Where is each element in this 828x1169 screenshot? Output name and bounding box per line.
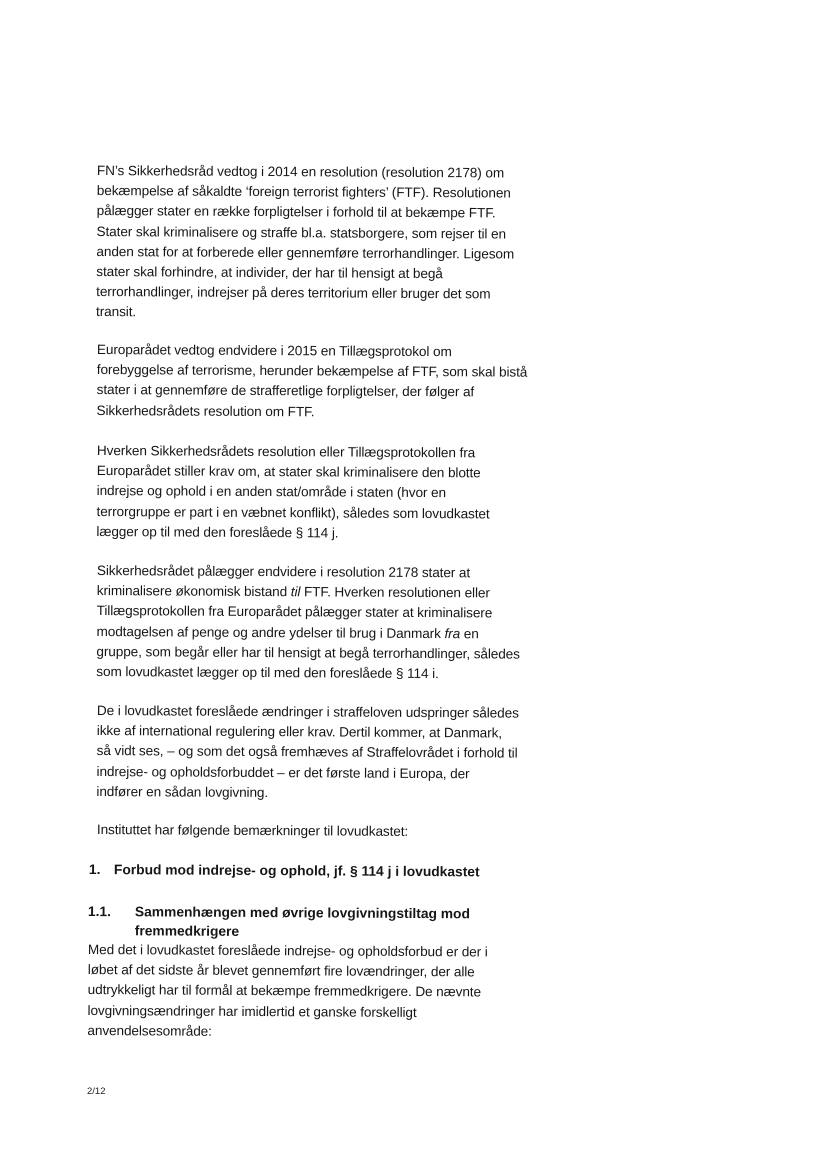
- text-line: gruppe, som begår eller har til hensigt at begå terrorhandlinger, således: [96, 643, 520, 662]
- text-line: [97, 581, 567, 604]
- text-line: terrorgruppe er part i en væbnet konflikt), således som lovudkastet: [96, 503, 490, 522]
- text-line: Sikkerhedsrådets resolution om FTF.: [96, 402, 315, 419]
- text-segment: modtagelsen af penge og andre ydelser til brug i Danmark: [96, 623, 445, 641]
- text-line: stater i at gennemføre de strafferetlige forpligtelser, der følger af: [96, 382, 475, 400]
- text-line: Sikkerhedsrådet pålægger endvidere i resolution 2178 stater at: [96, 562, 471, 581]
- paragraph-resolution-2178: [96, 161, 567, 325]
- section-heading-1: [89, 860, 480, 881]
- text-line: anvendelsesområde:: [87, 1022, 212, 1039]
- text-line: Europarådet stiller krav om, at stater skal kriminalisere den blotte: [96, 463, 481, 481]
- text-line: lægger op til med den foreslåede § 114 j.: [96, 523, 339, 541]
- text-line: løbet af det sidste år blevet gennemført fire lovændringer, der alle: [87, 962, 475, 980]
- text-line: FN’s Sikkerhedsråd vedtog i 2014 en resolution (resolution 2178) om: [96, 162, 505, 181]
- text-line: indrejse- og opholdsforbuddet – er det første land i Europa, der: [96, 763, 470, 781]
- text-line: så vidt ses, – og som det også fremhæves af Straffelovrådet i forhold til: [96, 743, 518, 761]
- section-heading-1-1: [88, 902, 470, 942]
- paragraph-no-international-regulation: [96, 701, 567, 805]
- text-line: pålægger stater en række forpligtelser i forhold til at bekæmpe FTF.: [96, 203, 496, 221]
- paragraph-related-legislation: [87, 940, 558, 1044]
- text-line: udtrykkeligt har til formål at bekæmpe fremmedkrigere. De nævnte: [87, 982, 481, 1000]
- section-title-continued: fremmedkrigere: [134, 923, 240, 939]
- text-line: Stater skal kriminalisere og straffe bl.a. statsborgere, som rejser til en: [96, 223, 507, 242]
- text-line: Med det i lovudkastet foreslåede indrejse- og opholdsforbud er der i: [87, 941, 488, 960]
- text-line: Hverken Sikkerhedsrådets resolution eller Tillægsprotokollen fra: [96, 442, 476, 461]
- text-line: ikke af international regulering eller krav. Dertil kommer, at Danmark,: [96, 723, 503, 741]
- text-line: indrejse og ophold i en anden stat/område i staten (hvor en: [96, 483, 447, 501]
- text-line: Europarådet vedtog endvidere i 2015 en Tillægsprotokol om: [96, 341, 452, 360]
- italic-word: til: [290, 584, 301, 600]
- text-line: De i lovudkastet foreslåede ændringer i straffeloven udspringer således: [96, 702, 519, 721]
- text-segment: en: [460, 625, 479, 641]
- page-number: 2/12: [87, 1086, 106, 1097]
- text-line: [97, 622, 567, 645]
- text-line: stater skal forhindre, at individer, der har til hensigt at begå: [96, 264, 443, 282]
- text-line: Tillægsprotokollen fra Europarådet pålægger stater at kriminalisere: [96, 603, 493, 621]
- paragraph-no-requirement-114j: [96, 441, 567, 545]
- paragraph-europaraadet-protocol: [97, 340, 567, 424]
- text-line: anden stat for at forberede eller gennemføre terrorhandlinger. Ligesom: [96, 243, 515, 262]
- text-line: som lovudkastet lægger op til med den foreslåede § 114 i.: [96, 664, 439, 682]
- text-line: bekæmpelse af såkaldte ‘foreign terrorist fighters’ (FTF). Resolutionen: [96, 183, 511, 201]
- text-segment: kriminalisere økonomisk bistand: [96, 583, 291, 600]
- section-number: 1.1.: [87, 903, 112, 920]
- text-line: transit.: [96, 304, 137, 320]
- text-line: Instituttet har følgende bemærkninger til lovudkastet:: [96, 821, 409, 839]
- text-line: lovgivningsændringer har imidlertid et ganske forskelligt: [87, 1002, 417, 1020]
- text-line: indfører en sådan lovgivning.: [96, 783, 269, 800]
- paragraph-economic-assistance-114i: [96, 561, 567, 685]
- section-number: 1.: [88, 861, 101, 878]
- text-line: forebyggelse af terrorisme, herunder bekæmpelse af FTF, som skal bistå: [96, 362, 528, 380]
- text-line: terrorhandlinger, indrejser på deres territorium eller bruger det som: [96, 284, 491, 302]
- section-title: Forbud mod indrejse- og ophold, jf. § 114 j i lovudkastet: [113, 862, 480, 880]
- section-title: Sammenhængen med øvrige lovgivningstiltag mod: [134, 904, 470, 922]
- paragraph-institute-remarks: [97, 820, 567, 843]
- italic-word: fra: [444, 625, 461, 641]
- text-segment: FTF. Hverken resolutionen eller: [300, 584, 490, 601]
